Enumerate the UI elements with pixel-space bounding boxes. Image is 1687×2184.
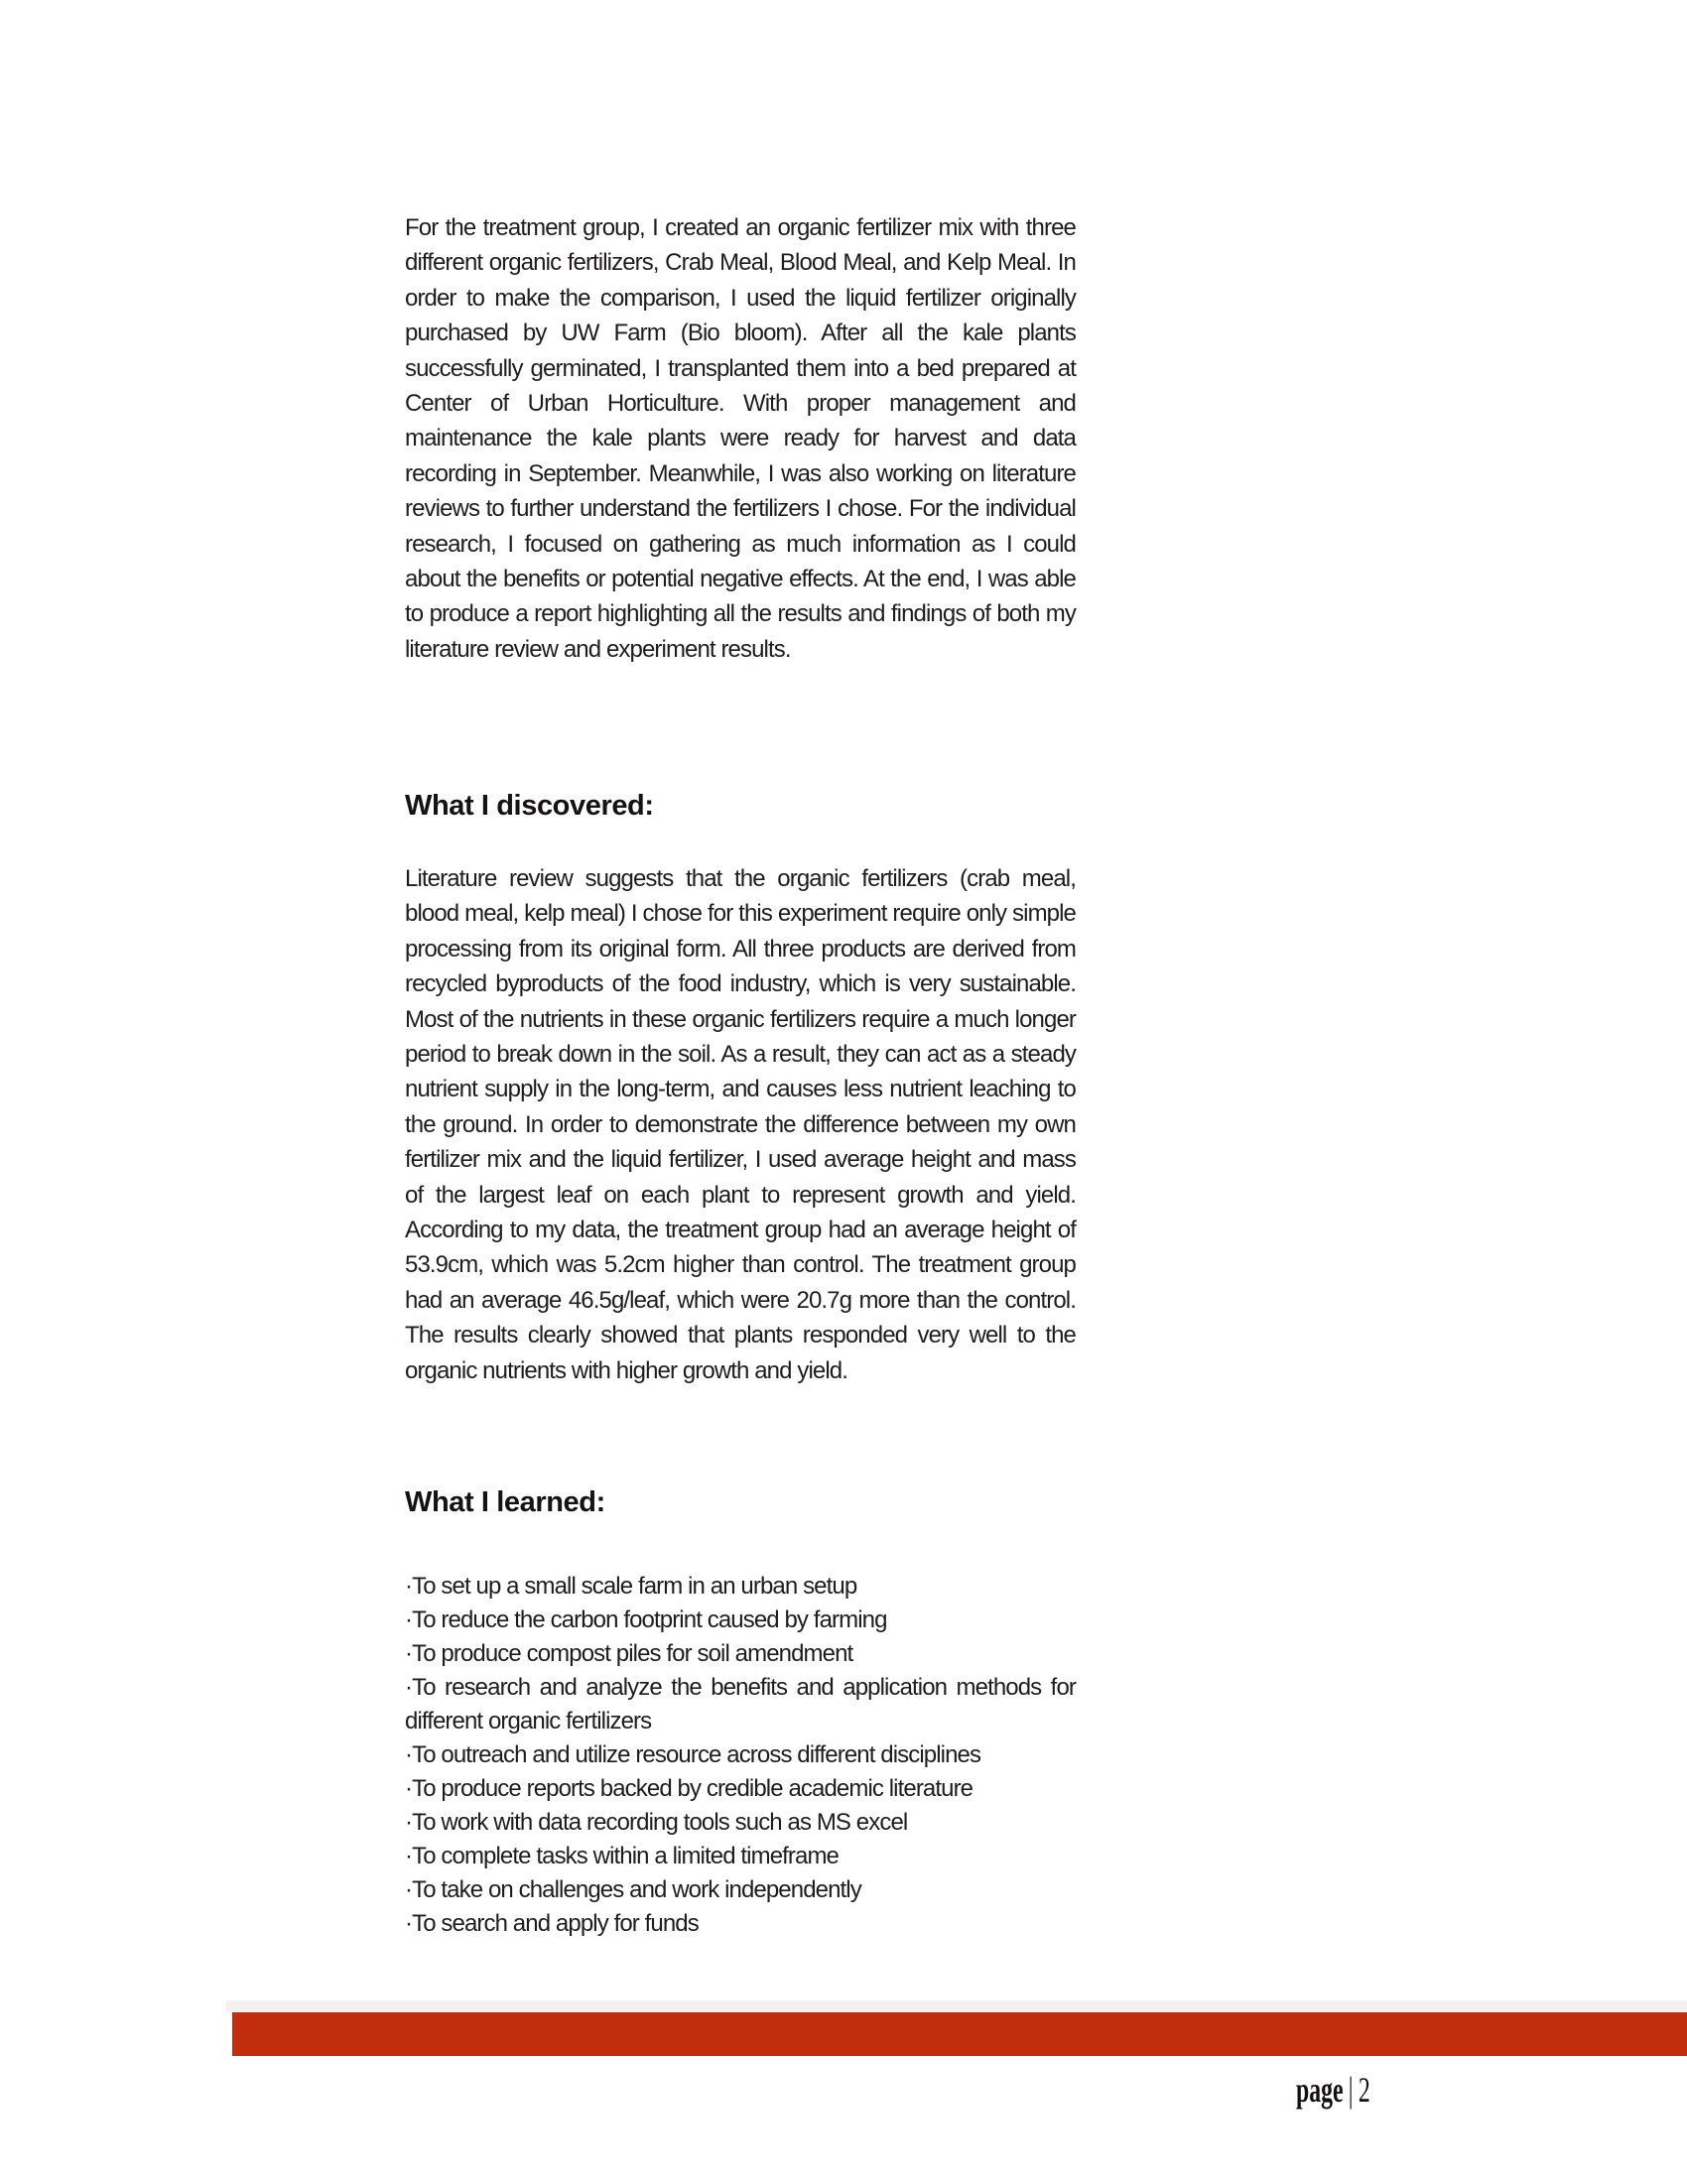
learned-list-item: ·To take on challenges and work independently (405, 1876, 861, 1903)
footer-accent-bar (232, 2012, 1687, 2056)
learned-list-item: ·To reduce the carbon footprint caused by farming (405, 1606, 887, 1633)
learned-list-item: ·To search and apply for funds (405, 1910, 699, 1937)
learned-list (405, 1570, 1076, 1941)
page-number (1296, 2072, 1370, 2108)
learned-list-item: ·To produce compost piles for soil amendment (405, 1640, 853, 1667)
learned-list-item: ·To research and analyze the benefits and application methods for different organic fertilizers (405, 1674, 1076, 1734)
paragraph-discovered: Literature review suggests that the organic fertilizers (crab meal, blood meal, kelp meal) I chose for this experiment require only simple processing from its original form. All three products are derived from recycled byproducts of the food industry, which is very sustainable. Most of the nutrients in these organic fertilizers require a much longer period to break down in the soil. As a result, they can act as a steady nutrient supply in the long-term, and causes less nutrient leaching to the ground. In order to demonstrate the difference between my own fertilizer mix and the liquid fertilizer, I used average height and mass of the largest leaf on each plant to represent growth and yield. According to my data, the treatment group had an average height of 53.9cm, which was 5.2cm higher than control. The treatment group had an average 46.5g/leaf, which were 20.7g more than the control. The results clearly showed that plants responded very well to the organic nutrients with higher growth and yield. (405, 865, 1076, 1384)
learned-list-item: ·To work with data recording tools such as MS excel (405, 1809, 908, 1836)
heading-what-i-discovered: What I discovered: (405, 790, 654, 822)
footer-bar-shadow (226, 2000, 1687, 2012)
heading-what-i-learned: What I learned: (405, 1486, 605, 1518)
paragraph-methods: For the treatment group, I created an organic fertilizer mix with three different organic fertilizers, Crab Meal, Blood Meal, and Kelp Meal. In order to make the comparison, I used the liquid fertilizer originally purchased by UW Farm (Bio bloom). After all the kale plants successfully germinated, I transplanted them into a bed prepared at Center of Urban Horticulture. With proper management and maintenance the kale plants were ready for harvest and data recording in September. Meanwhile, I was also working on literature reviews to further understand the fertilizers I chose. For the individual research, I focused on gathering as much information as I could about the benefits or potential negative effects. At the end, I was able to produce a report highlighting all the results and findings of both my literature review and experiment results. (405, 214, 1076, 663)
page-number-separator: | (1348, 2070, 1354, 2110)
page-number-value: 2 (1358, 2070, 1370, 2110)
page-number-label: page (1296, 2070, 1344, 2110)
learned-list-item: ·To set up a small scale farm in an urban setup (405, 1573, 857, 1600)
learned-list-item: ·To outreach and utilize resource across different disciplines (405, 1741, 981, 1768)
learned-list-item: ·To complete tasks within a limited timeframe (405, 1843, 839, 1869)
learned-list-item: ·To produce reports backed by credible academic literature (405, 1775, 973, 1802)
